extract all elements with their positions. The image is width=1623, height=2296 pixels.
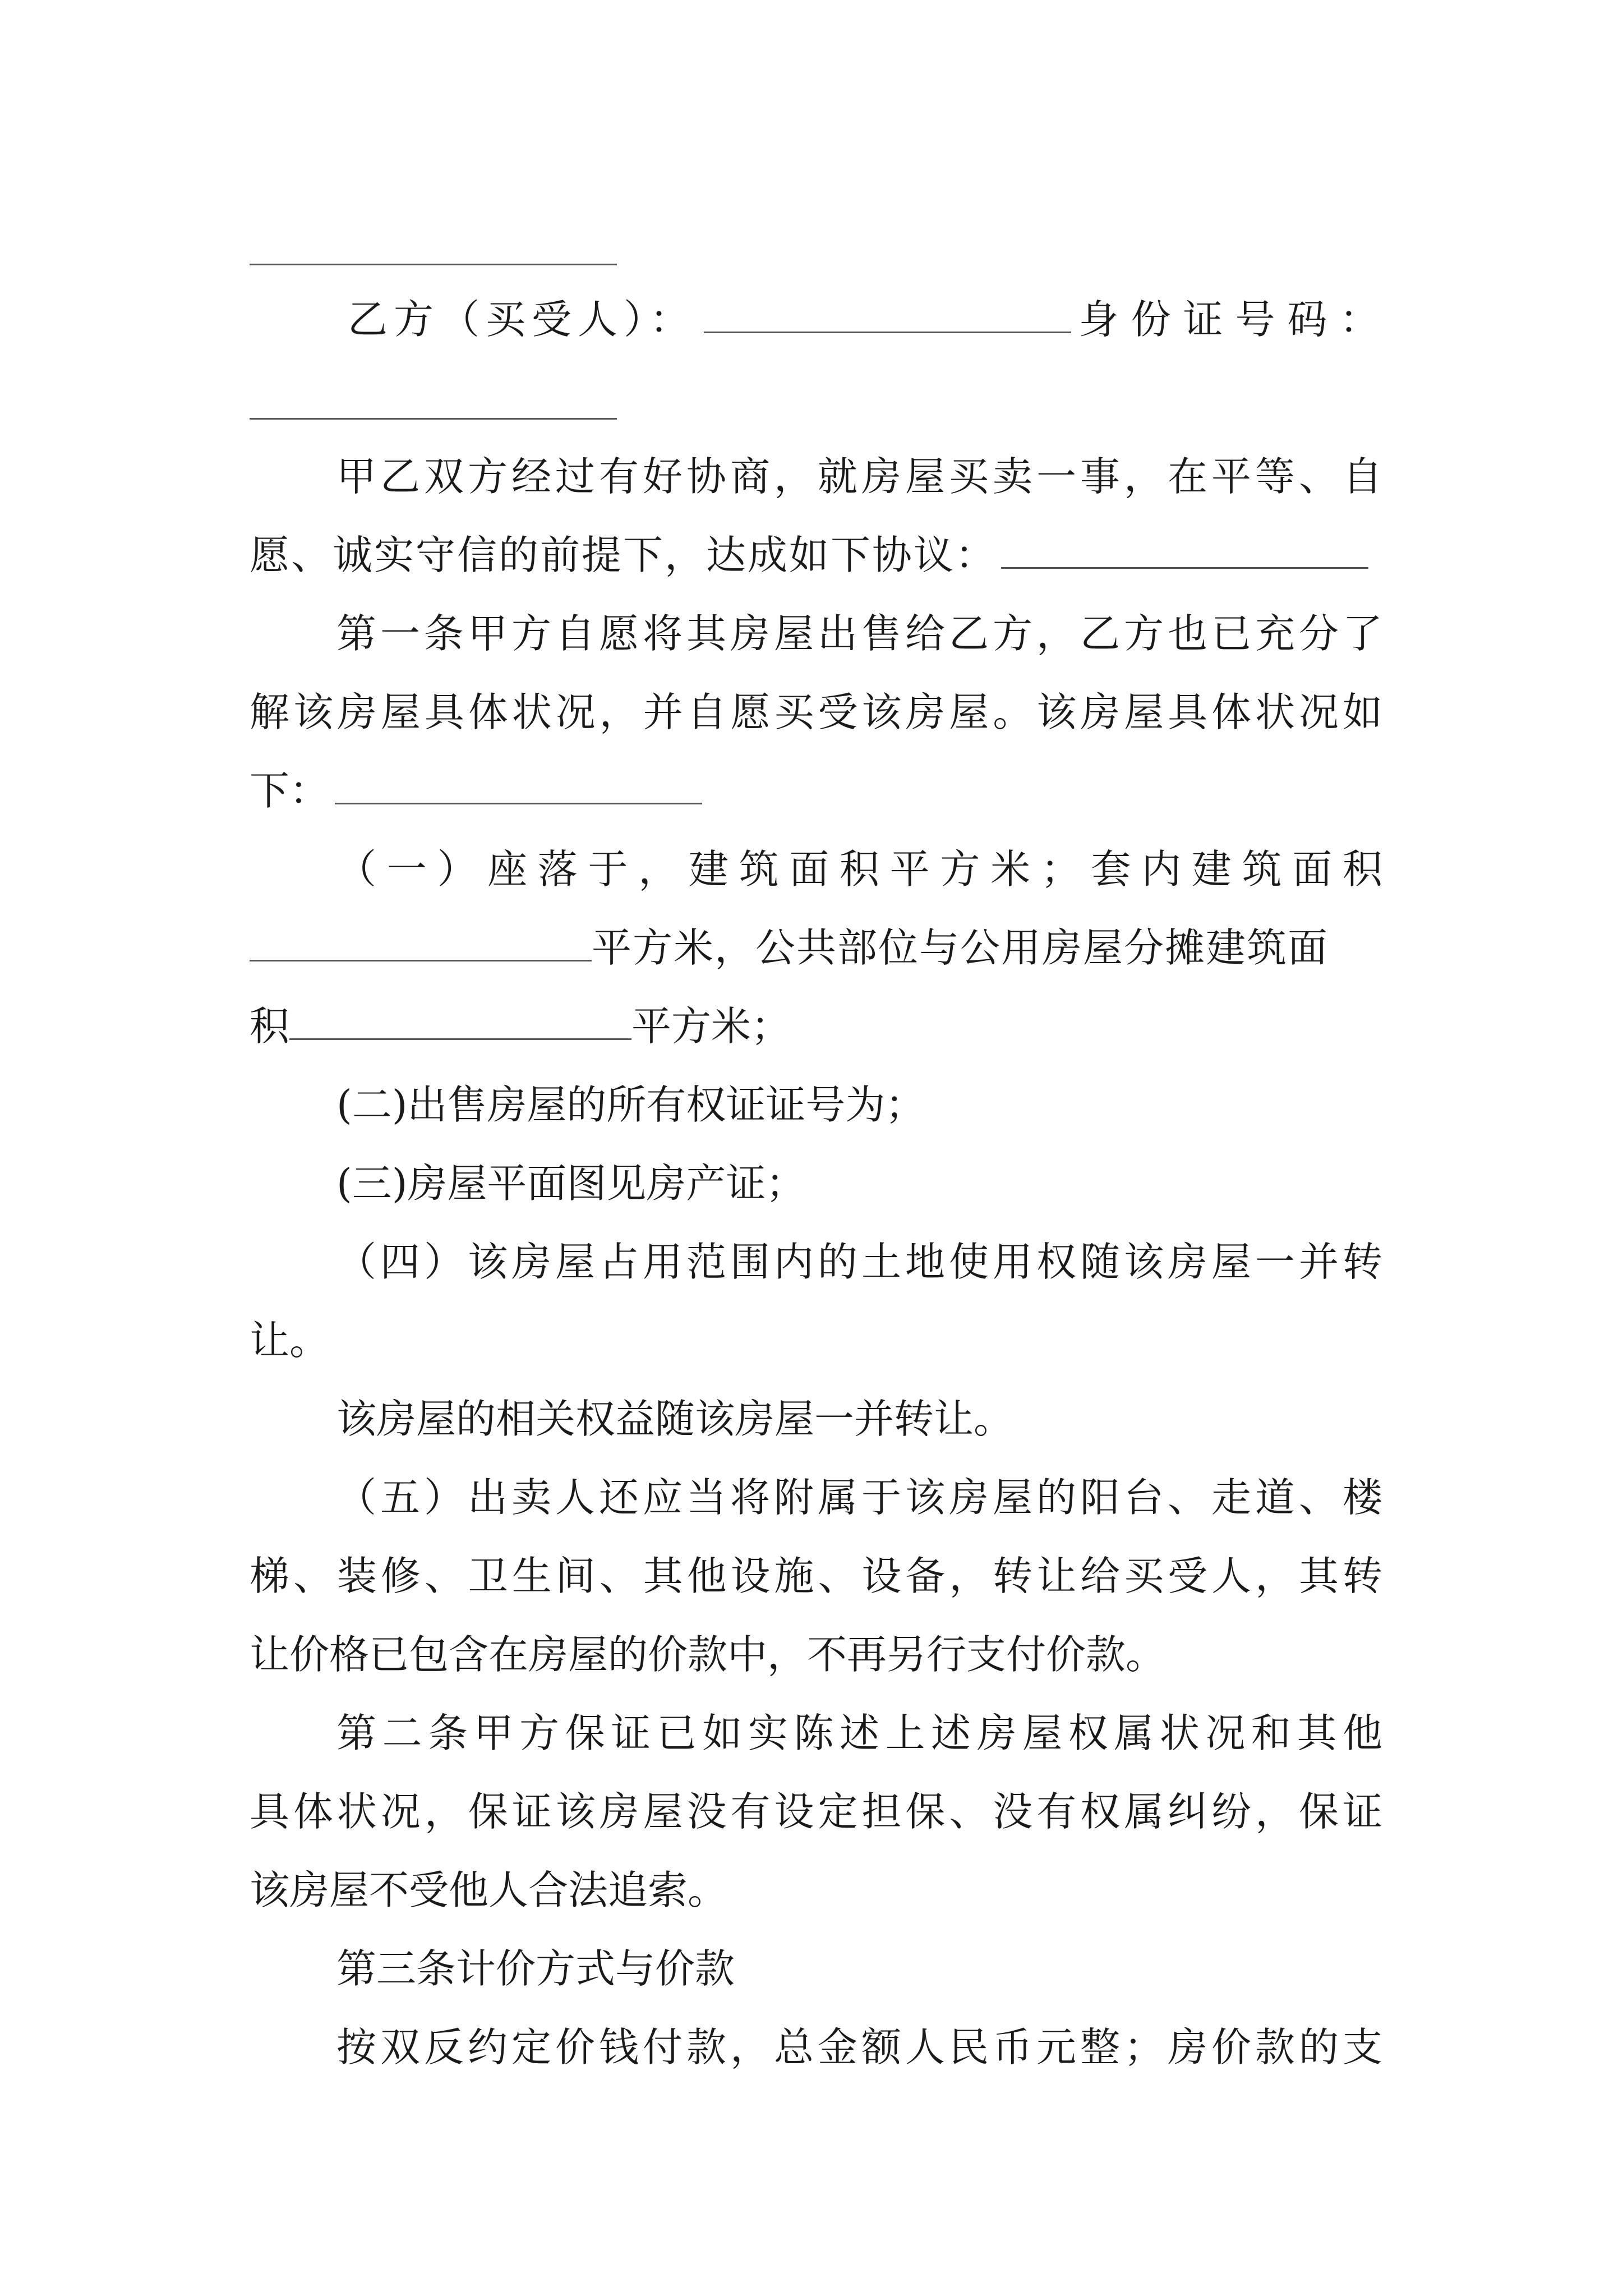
shared-area-blank	[289, 1005, 631, 1040]
id-number-blank	[250, 418, 617, 420]
article-one-line: 解该房屋具体状况，并自愿买受该房屋。该房屋具体状况如	[250, 689, 1382, 735]
article-one-line	[250, 752, 1382, 830]
buyer-name-blank	[704, 298, 1071, 333]
id-number-label: 身份证号码：	[1078, 296, 1392, 343]
paragraph-line	[250, 516, 1382, 595]
article-one-tail: 下：	[250, 767, 330, 814]
buyer-label: 乙方（买受人）：	[348, 296, 696, 343]
article-one-blank	[335, 769, 702, 804]
article-two-line: 第二条甲方保证已如实陈述上述房屋权属状况和其他	[336, 1710, 1382, 1756]
item-three-line: (三)房屋平面图见房产证；	[336, 1160, 806, 1207]
article-two-line: 该房屋不受他人合法追索。	[250, 1867, 728, 1913]
item-two-line: (二)出售房屋的所有权证证号为；	[336, 1082, 925, 1128]
item-one-line: （一）座落于，建筑面积平方米；套内建筑面积	[336, 846, 1382, 892]
inner-area-text: 平方米，公共部位与公用房屋分摊建筑面	[592, 924, 1329, 971]
item-four-line: （四）该房屋占用范围内的土地使用权随该房屋一并转	[336, 1239, 1382, 1285]
item-five-line: 梯、装修、卫生间、其他设施、设备，转让给买受人，其转	[250, 1553, 1382, 1599]
agreement-text: 愿、诚实守信的前提下，达成如下协议：	[250, 532, 997, 578]
rights-transfer-line: 该房屋的相关权益随该房屋一并转让。	[336, 1396, 1014, 1442]
article-one-line: 第一条甲方自愿将其房屋出售给乙方，乙方也已充分了	[336, 610, 1382, 657]
inner-area-blank	[250, 926, 592, 961]
paragraph-line: 甲乙双方经过有好协商，就房屋买卖一事，在平等、自	[336, 453, 1382, 500]
article-two-line: 具体状况，保证该房屋没有设定担保、没有权属纠纷，保证	[250, 1788, 1382, 1835]
shared-area-label: 积	[250, 1003, 290, 1050]
item-one-line	[250, 987, 1382, 1066]
buyer-line	[348, 280, 1392, 359]
item-five-line: 让价格已包含在房屋的价款中，不再另行支付价款。	[250, 1631, 1166, 1678]
fill-in-blank-line	[250, 264, 617, 265]
item-one-line	[250, 909, 1382, 987]
article-three-heading: 第三条计价方式与价款	[336, 1945, 735, 1992]
item-four-line: 让。	[250, 1317, 330, 1364]
article-three-line: 按双反约定价钱付款，总金额人民币元整；房价款的支	[336, 2024, 1382, 2070]
shared-area-unit: 平方米；	[631, 1003, 791, 1050]
agreement-blank	[1001, 533, 1368, 569]
item-five-line: （五）出卖人还应当将附属于该房屋的阳台、走道、楼	[336, 1474, 1382, 1521]
